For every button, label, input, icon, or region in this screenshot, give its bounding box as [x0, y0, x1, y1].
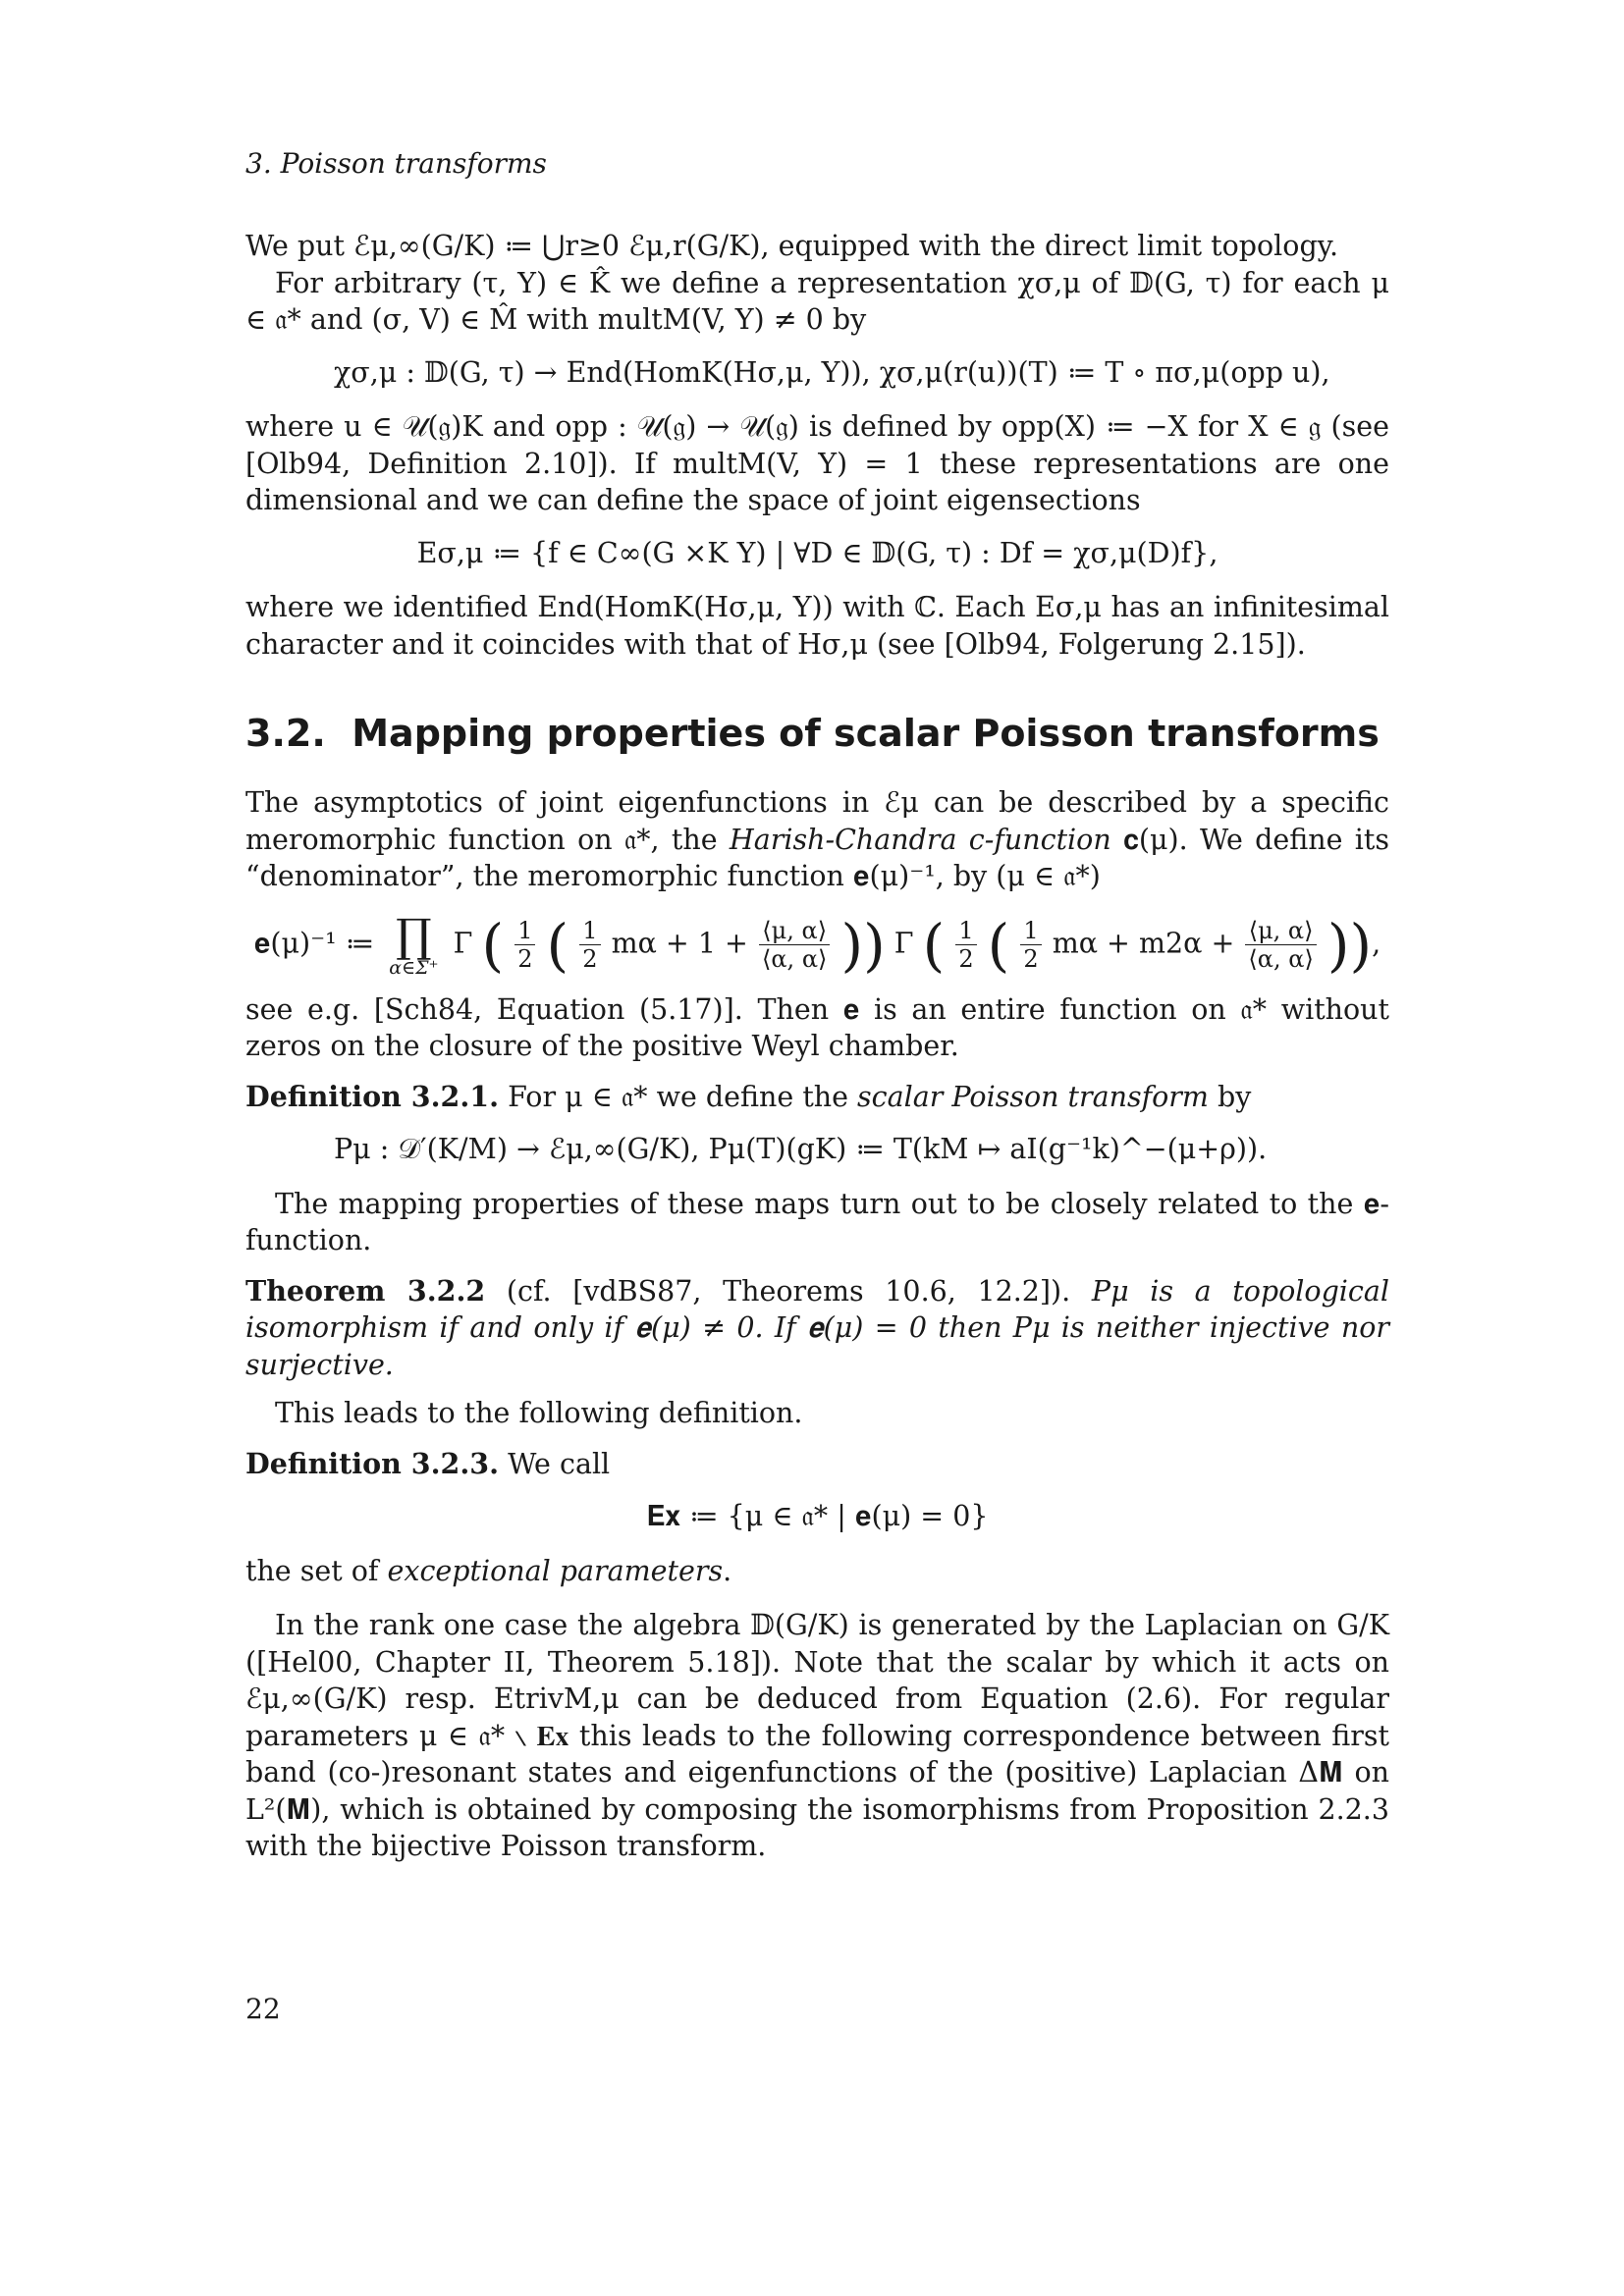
fraction-half: $\frac{1}{2}$	[514, 917, 535, 973]
paren: (	[987, 911, 1010, 979]
paren: (	[922, 911, 946, 979]
text-run: We call	[499, 1447, 611, 1480]
text-run: .	[723, 1554, 732, 1587]
fraction-half: $\frac{1}{2}$	[1020, 917, 1041, 973]
text-run: The asymptotics of joint eigenfunctions in ℰμ can be described by a specific meromorphic function on 𝔞*, the	[245, 786, 1389, 856]
definition-label: Definition 3.2.3.	[245, 1446, 500, 1480]
section-title: Mapping properties of scalar Poisson transforms	[352, 712, 1380, 755]
paragraph-rank-one: In the rank one case the algebra 𝔻(G/K) is generated by the Laplacian on G/K ([Hel00, Chapter II, Theorem 5.18]). Note that the scalar by which it acts on ℰμ,∞(G/K) resp. EtrivM,μ can be deduced from Equation (2.6). For regular parameters μ ∈ 𝔞* ∖ 𝐄𝐱 this leads to the following correspondence between first band (co-)resonant states and eigenfunctions of the (positive) Laplacian Δ𝐌 on L²(𝐌), which is obtained by composing the isomorphisms from Proposition 2.2.3 with the bijective Poisson transform.	[245, 1609, 1389, 1862]
equation-exceptional-set: 𝐄𝐱 ≔ {μ ∈ 𝔞* | 𝐞(μ) = 0}	[646, 1500, 989, 1532]
paragraph-leads-to: This leads to the following definition.	[275, 1397, 803, 1429]
gamma-symbol: Γ	[893, 927, 914, 959]
equation-poisson-transform: Pμ : 𝒟′(K/M) → ℰμ,∞(G/K), Pμ(T)(gK) ≔ T(kM ↦ aI(g⁻¹k)^−(μ+ρ)).	[334, 1133, 1268, 1165]
paragraph-entire-function: see e.g. [Sch84, Equation (5.17)]. Then 𝐞 is an entire function on 𝔞* without zeros on the closure of the positive Weyl chamber.	[245, 992, 1389, 1062]
text-run: For μ ∈ 𝔞* we define the	[499, 1080, 858, 1113]
fraction-half: $\frac{1}{2}$	[579, 917, 600, 973]
text-run: 𝐜(μ). We define its “denominator”, the meromorphic function 𝐞(μ)⁻¹, by (μ ∈ 𝔞*)	[245, 823, 1389, 892]
paragraph-infinitesimal-character: where we identified End(HomK(Hσ,μ, Y)) with ℂ. Each Eσ,μ has an infinitesimal character and it coincides with that of Hσ,μ (see [Olb94, Folgerung 2.15]).	[245, 591, 1389, 661]
paren: ))	[1326, 911, 1373, 979]
fraction-pairing: $\frac{⟨\mu, \alpha⟩}{⟨\alpha, \alpha⟩}$	[759, 917, 830, 973]
paragraph-exceptional	[245, 1553, 1389, 1590]
paren: (	[481, 911, 505, 979]
equation-chi: χσ,μ : 𝔻(G, τ) → End(HomK(Hσ,μ, Y)), χσ,μ(r(u))(T) ≔ T ∘ πσ,μ(opp u),	[334, 355, 1330, 389]
eq-tail: ,	[1372, 927, 1381, 959]
theorem-3-2-2	[245, 1273, 1389, 1384]
term-harish-chandra: Harish-Chandra c-function	[729, 823, 1111, 856]
equation-e-function	[245, 908, 1389, 979]
paren: ))	[840, 911, 886, 979]
text-run: the set of	[245, 1554, 388, 1587]
section-heading	[245, 712, 1389, 755]
definition-label: Definition 3.2.1.	[245, 1079, 500, 1113]
running-header: 3. Poisson transforms	[245, 147, 547, 180]
paragraph-mapping-properties: The mapping properties of these maps turn out to be closely related to the 𝐞-function.	[245, 1187, 1389, 1256]
eq-term: mα + m2α +	[1052, 927, 1235, 959]
text-run: by	[1208, 1080, 1252, 1113]
definition-3-2-3	[245, 1446, 1389, 1483]
fraction-half: $\frac{1}{2}$	[955, 917, 976, 973]
theorem-label: Theorem 3.2.2	[245, 1273, 486, 1308]
paragraph-harish-chandra	[245, 784, 1389, 895]
definition-3-2-1	[245, 1079, 1389, 1116]
paragraph-representation: For arbitrary (τ, Y) ∈ K̂ we define a representation χσ,μ of 𝔻(G, τ) for each μ ∈ 𝔞* and (σ, V) ∈ M̂ with multM(V, Y) ≠ 0 by	[245, 266, 1389, 336]
term-exceptional: exceptional parameters	[387, 1554, 724, 1587]
paragraph-opp: where u ∈ 𝒰(𝔤)K and opp : 𝒰(𝔤) → 𝒰(𝔤) is defined by opp(X) ≔ −X for X ∈ 𝔤 (see [Olb94, Definition 2.10]). If multM(V, Y) = 1 these representations are one dimensional and we can define the space of joint eigensections	[245, 410, 1389, 516]
paragraph-direct-limit: We put ℰμ,∞(G/K) ≔ ⋃r≥0 ℰμ,r(G/K), equipped with the direct limit topology.	[245, 230, 1339, 262]
page-number: 22	[245, 1993, 281, 2025]
fraction-pairing: $\frac{⟨\mu, \alpha⟩}{⟨\alpha, \alpha⟩}$	[1245, 917, 1316, 973]
eq-lhs: 𝐞(μ)⁻¹ ≔	[253, 927, 375, 959]
page-body	[245, 228, 1389, 1865]
gamma-symbol: Γ	[453, 927, 473, 959]
paren: (	[546, 911, 569, 979]
product-symbol: ∏ α∈Σ⁺	[389, 908, 439, 979]
section-number: 3.2.	[245, 712, 326, 755]
equation-eigensections: Eσ,μ ≔ {f ∈ C∞(G ×K Y) | ∀D ∈ 𝔻(G, τ) : Df = χσ,μ(D)f},	[416, 536, 1218, 569]
term-scalar-poisson: scalar Poisson transform	[857, 1080, 1209, 1113]
eq-term: mα + 1 +	[611, 927, 748, 959]
theorem-statement: Pμ is a topological isomorphism if and only if 𝐞(μ) ≠ 0. If 𝐞(μ) = 0 then Pμ is neither injective nor surjective.	[245, 1274, 1389, 1381]
theorem-citation: (cf. [vdBS87, Theorems 10.6, 12.2]).	[485, 1274, 1071, 1308]
